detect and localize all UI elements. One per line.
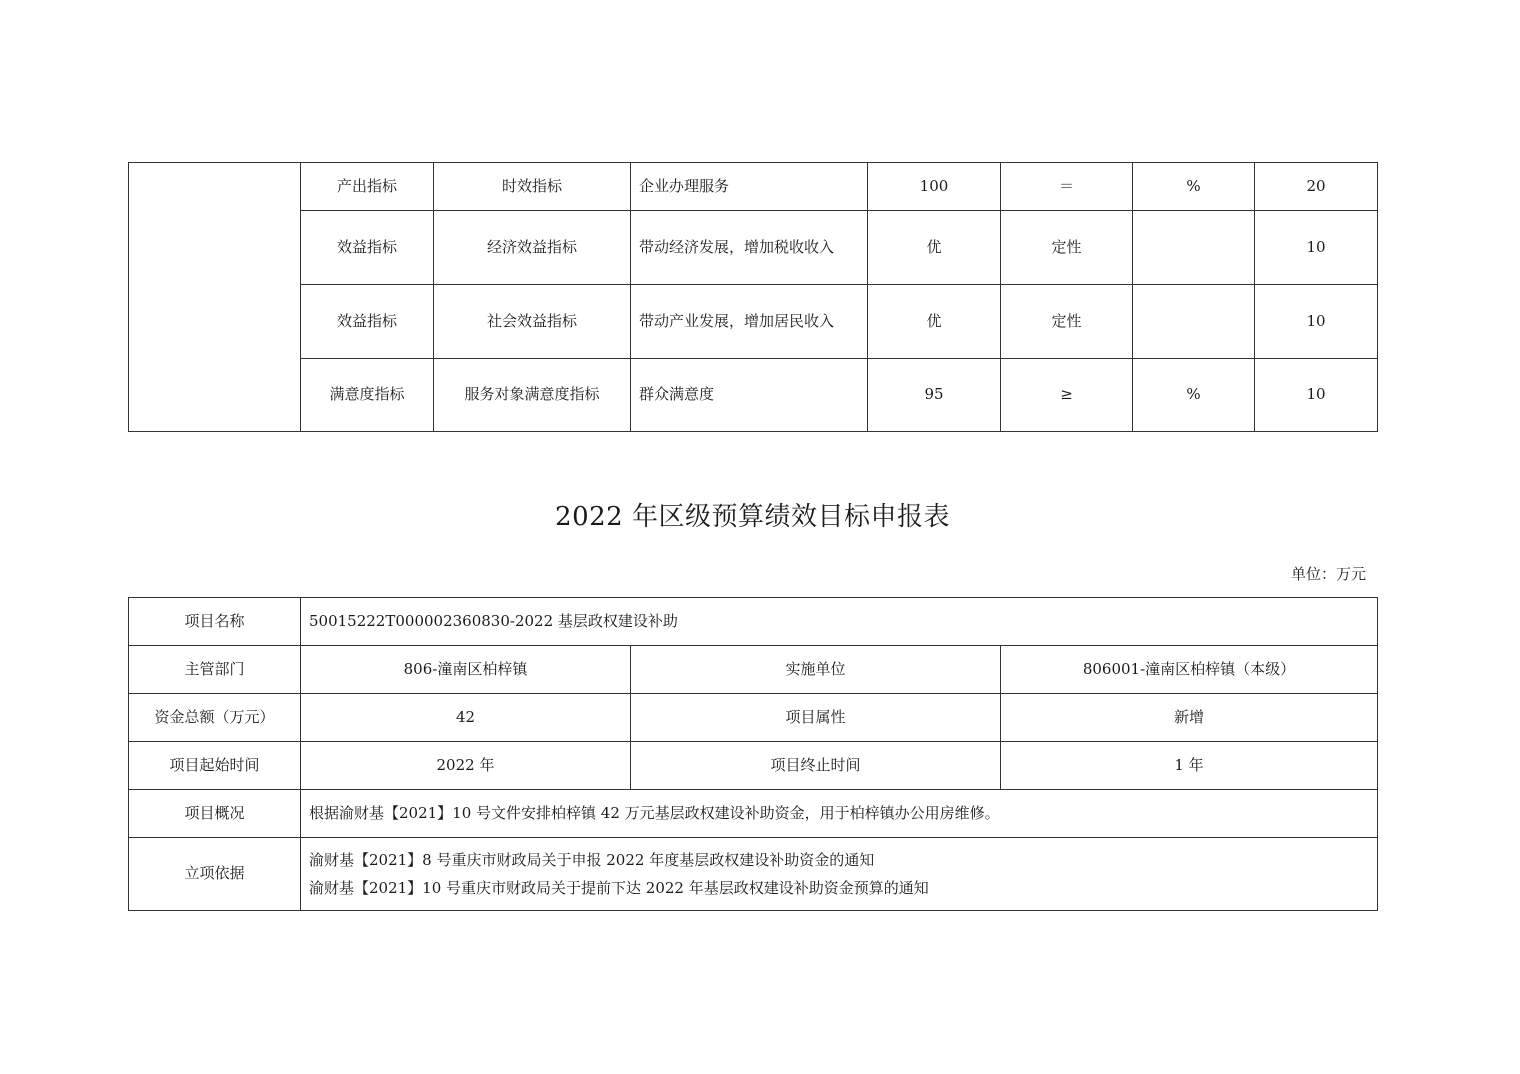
indicator-level3: 带动产业发展，增加居民收入 (631, 285, 868, 359)
end-time-label: 项目终止时间 (631, 742, 1001, 790)
indicator-level1: 效益指标 (301, 285, 434, 359)
basis-label: 立项依据 (129, 838, 301, 911)
fund-total-value: 42 (301, 694, 631, 742)
indicator-target: 95 (868, 359, 1001, 432)
indicator-operator: 定性 (1001, 285, 1133, 359)
table-row (129, 742, 1378, 790)
basis-value (301, 838, 1378, 911)
basis-line: 渝财基【2021】10 号重庆市财政局关于提前下达 2022 年基层政权建设补助资金预算的通知 (309, 879, 929, 897)
table-row (129, 211, 1378, 285)
overview-value: 根据渝财基【2021】10 号文件安排柏梓镇 42 万元基层政权建设补助资金，用于柏梓镇办公用房维修。 (301, 790, 1378, 838)
indicator-unit: % (1133, 163, 1255, 211)
indicator-target: 100 (868, 163, 1001, 211)
table-row (129, 790, 1378, 838)
table-row (129, 163, 1378, 211)
start-time-value: 2022 年 (301, 742, 631, 790)
indicator-operator: 定性 (1001, 211, 1133, 285)
merged-blank-cell (129, 163, 301, 432)
table-row (129, 838, 1378, 911)
indicator-level3: 企业办理服务 (631, 163, 868, 211)
impl-unit-value: 806001-潼南区柏梓镇（本级） (1001, 646, 1378, 694)
dept-value: 806-潼南区柏梓镇 (301, 646, 631, 694)
table-row (129, 646, 1378, 694)
indicator-weight: 10 (1255, 359, 1378, 432)
project-attr-value: 新增 (1001, 694, 1378, 742)
indicator-target: 优 (868, 211, 1001, 285)
start-time-label: 项目起始时间 (129, 742, 301, 790)
table-row (129, 598, 1378, 646)
unit-label: 单位：万元 (1290, 565, 1366, 583)
indicator-level3: 群众满意度 (631, 359, 868, 432)
indicator-operator: ＝ (1001, 163, 1133, 211)
indicator-level2: 经济效益指标 (434, 211, 631, 285)
indicator-level1: 产出指标 (301, 163, 434, 211)
table-row (129, 694, 1378, 742)
overview-label: 项目概况 (129, 790, 301, 838)
indicator-level2: 服务对象满意度指标 (434, 359, 631, 432)
basis-line: 渝财基【2021】8 号重庆市财政局关于申报 2022 年度基层政权建设补助资金的通知 (309, 851, 875, 869)
page-title: 2022 年区级预算绩效目标申报表 (555, 502, 950, 532)
end-time-value: 1 年 (1001, 742, 1378, 790)
indicator-level1: 满意度指标 (301, 359, 434, 432)
indicator-level2: 时效指标 (434, 163, 631, 211)
indicator-table (128, 162, 1378, 432)
indicator-weight: 10 (1255, 211, 1378, 285)
indicator-operator: ≥ (1001, 359, 1133, 432)
fund-total-label: 资金总额（万元） (129, 694, 301, 742)
project-name-label: 项目名称 (129, 598, 301, 646)
indicator-level2: 社会效益指标 (434, 285, 631, 359)
table-row (129, 359, 1378, 432)
indicator-target: 优 (868, 285, 1001, 359)
dept-label: 主管部门 (129, 646, 301, 694)
project-name-value: 50015222T000002360830-2022 基层政权建设补助 (301, 598, 1378, 646)
indicator-unit (1133, 285, 1255, 359)
indicator-weight: 10 (1255, 285, 1378, 359)
table-row (129, 285, 1378, 359)
indicator-unit: % (1133, 359, 1255, 432)
indicator-unit (1133, 211, 1255, 285)
indicator-level3: 带动经济发展，增加税收收入 (631, 211, 868, 285)
project-attr-label: 项目属性 (631, 694, 1001, 742)
impl-unit-label: 实施单位 (631, 646, 1001, 694)
indicator-weight: 20 (1255, 163, 1378, 211)
project-info-table (128, 597, 1378, 911)
indicator-level1: 效益指标 (301, 211, 434, 285)
